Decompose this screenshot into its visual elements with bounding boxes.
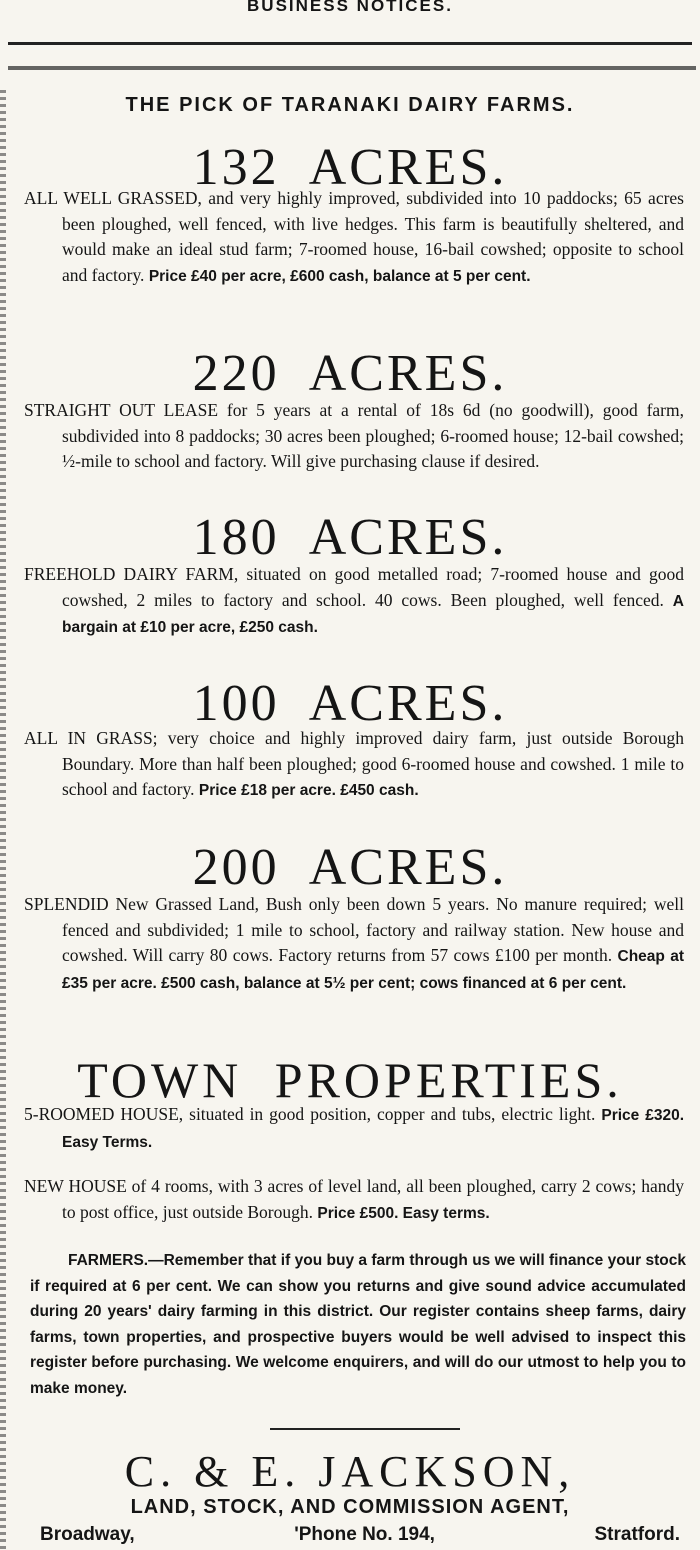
section-header: BUSINESS NOTICES.: [247, 0, 453, 15]
listing-body: STRAIGHT OUT LEASE for 5 years at a rental of 18s 6d (no goodwill), good farm, subdivided into 8 paddocks; 30 acres been ploughed; 6-roomed house; 12-bail cowshed; ½-mile to school and factory. Will give purchasing clause if desired.: [24, 400, 684, 471]
listing-text: [24, 562, 684, 641]
listing-title: 180 ACRES.: [192, 509, 508, 566]
header-rule: [8, 42, 692, 45]
firm-address: [40, 1524, 680, 1546]
listing-text: [24, 398, 684, 476]
listing-title: 100 ACRES.: [192, 675, 508, 732]
address-town: Stratford.: [594, 1524, 680, 1545]
address-street: Broadway,: [40, 1524, 135, 1545]
town-listing-body: 5-ROOMED HOUSE, situated in good position, copper and tubs, electric light.: [24, 1104, 596, 1124]
farmers-lead: FARMERS.—: [68, 1252, 164, 1269]
address-phone: 'Phone No. 194,: [294, 1524, 435, 1545]
listing-body: ALL IN GRASS; very choice and highly improved dairy farm, just outside Borough Boundary. More than half been ploughed; good 6-roomed house and cowshed. 1 mile to school and factory.: [24, 728, 684, 799]
listing-body: SPLENDID New Grassed Land, Bush only been down 5 years. No manure required; well fenced and subdivided; 1 mile to school, factory and railway station. New house and cowshed. Will carry 80 cows. Factory returns from 57 cows £100 per month.: [24, 894, 684, 965]
listing-body: FREEHOLD DAIRY FARM, situated on good metalled road; 7-roomed house and good cowshed, 2 miles to factory and school. 40 cows. Been ploughed, well fenced.: [24, 564, 684, 610]
town-listing-body: NEW HOUSE of 4 rooms, with 3 acres of level land, all been ploughed, carry 2 cows; handy to post office, just outside Borough.: [24, 1176, 684, 1222]
town-listing-text: [24, 1174, 684, 1226]
listing-price: A bargain at £10 per acre, £250 cash.: [62, 592, 684, 636]
page-edge-border: [0, 90, 6, 1550]
listing-title: 132 ACRES.: [192, 139, 508, 196]
farmers-text: Remember that if you buy a farm through us we will finance your stock if required at 6 per cent. We can show you returns and give sound advice accumulated during 20 years' dairy farming in this district. Our register contains sheep farms, dairy farms, town properties, and prospective buyers would be well advised to inspect this register before purchasing. We welcome enquirers, and will do our utmost to help you to make money.: [30, 1252, 686, 1397]
town-properties-title: TOWN PROPERTIES.: [77, 1052, 623, 1108]
listing-text: [24, 186, 684, 289]
divider-rule: [270, 1428, 460, 1430]
firm-name: C. & E. JACKSON,: [124, 1447, 576, 1496]
header-rule-double: [8, 66, 696, 70]
listing-title: 220 ACRES.: [192, 345, 508, 402]
town-listing-price: Price £500. Easy terms.: [317, 1204, 490, 1222]
listing-text: [24, 892, 684, 996]
listing-title: 200 ACRES.: [192, 839, 508, 896]
listing-text: [24, 726, 684, 804]
listing-price: Price £18 per acre. £450 cash.: [198, 782, 419, 799]
farmers-notice: [30, 1248, 686, 1401]
town-listing-price: Price £320. Easy Terms.: [62, 1107, 685, 1151]
town-listing-text: [24, 1102, 684, 1155]
listing-price: Price £40 per acre, £600 cash, balance at 5 per cent.: [148, 267, 531, 285]
listing-price: Cheap at £35 per acre. £500 cash, balance at 5½ per cent; cows financed at 6 per cent.: [62, 948, 684, 992]
subheading: THE PICK OF TARANAKI DAIRY FARMS.: [125, 94, 575, 116]
listing-body: ALL WELL GRASSED, and very highly improved, subdivided into 10 paddocks; 65 acres been ploughed, well fenced, with live hedges. This farm is beautifully sheltered, and would make an ideal stud farm; 7-roomed house, 16-bail cowshed; opposite to school and factory.: [24, 188, 684, 285]
firm-role: LAND, STOCK, AND COMMISSION AGENT,: [130, 1496, 570, 1518]
